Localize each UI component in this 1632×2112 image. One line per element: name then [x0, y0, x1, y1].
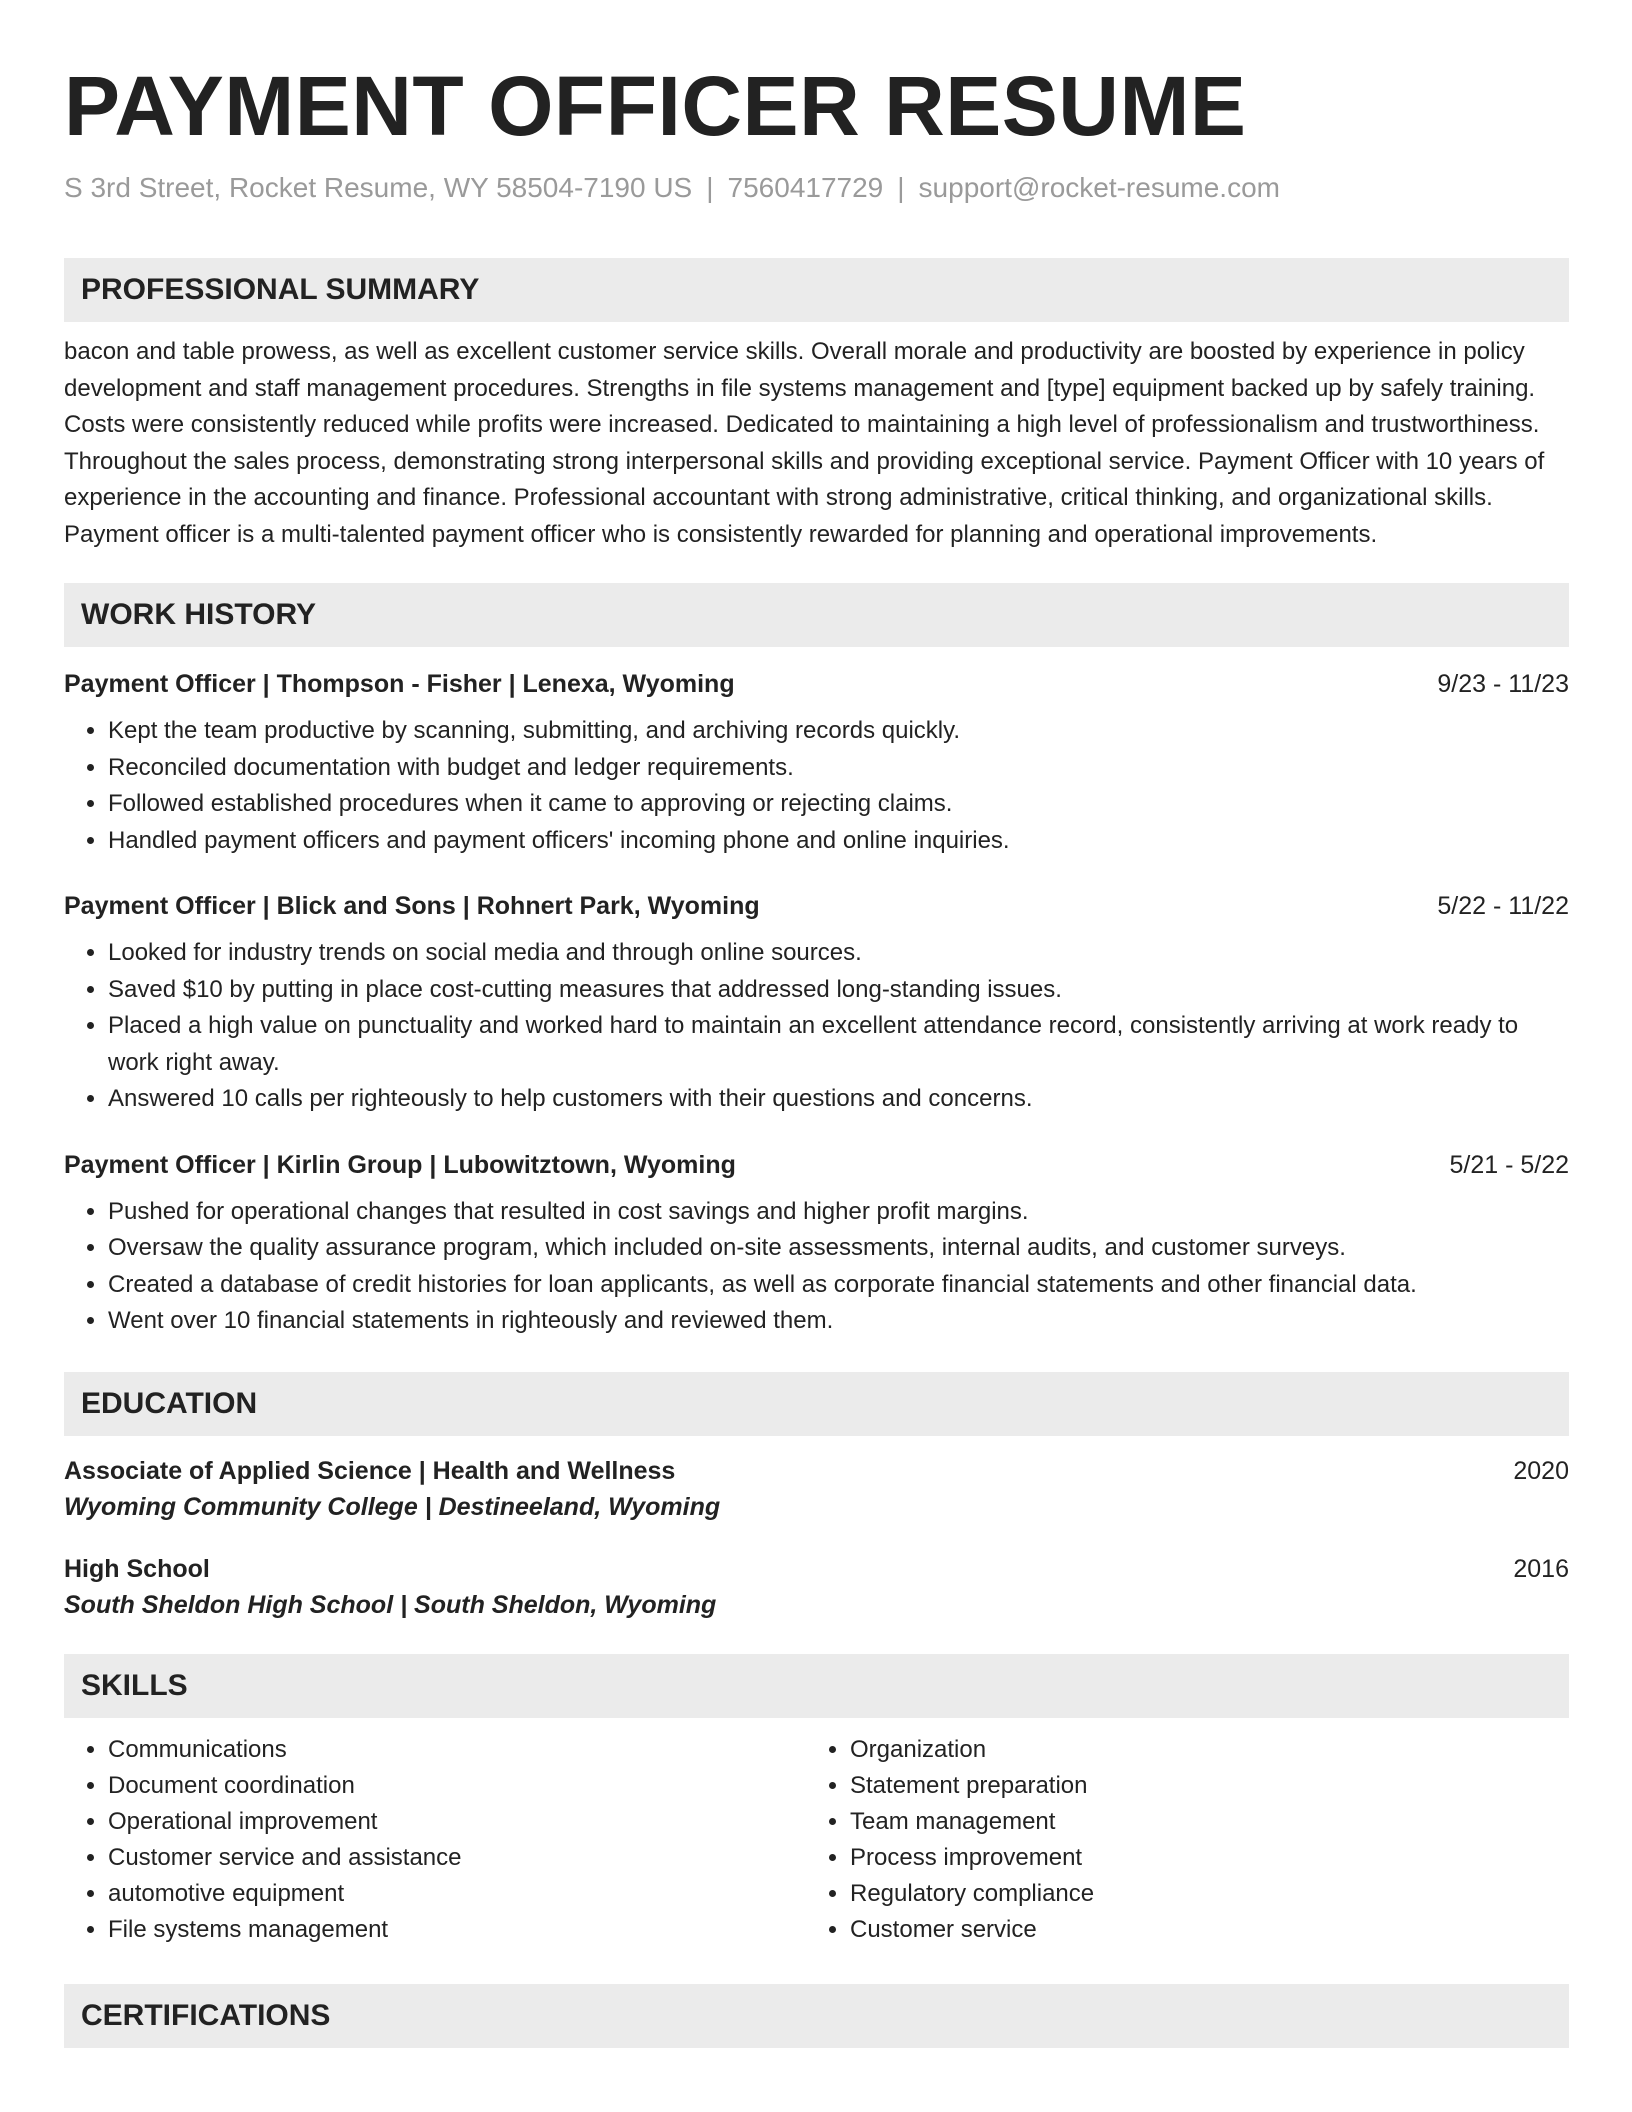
skill-item: • Regulatory compliance [850, 1876, 1550, 1912]
job-header [64, 1148, 1569, 1182]
skill-item: • File systems management [108, 1912, 806, 1948]
skills-column-left [64, 1732, 806, 1948]
education-header [64, 1552, 1569, 1586]
contact-line [64, 170, 1569, 206]
job-bullet: • Oversaw the quality assurance program, which included on-site assessments, internal audits, and customer surveys. [108, 1230, 1569, 1267]
skill-item: • Statement preparation [850, 1768, 1550, 1804]
section-heading-certifications: CERTIFICATIONS [64, 1984, 1569, 2048]
job-bullet: • Saved $10 by putting in place cost-cutting measures that addressed long-standing issues. [108, 972, 1569, 1009]
contact-separator: | [706, 172, 714, 203]
job-bullet: • Reconciled documentation with budget and ledger requirements. [108, 750, 1569, 787]
job-dates: 5/21 - 5/22 [1449, 1150, 1569, 1179]
skill-item: • Operational improvement [108, 1804, 806, 1840]
education-entry [64, 1552, 1569, 1624]
contact-separator: | [897, 172, 905, 203]
job-bullet: • Pushed for operational changes that resulted in cost savings and higher profit margins. [108, 1194, 1569, 1231]
job-bullet: • Followed established procedures when it came to approving or rejecting claims. [108, 786, 1569, 823]
education-degree: Associate of Applied Science | Health and Wellness [64, 1456, 676, 1485]
skill-item: • Communications [108, 1732, 806, 1768]
resume-title: PAYMENT OFFICER RESUME [64, 59, 1247, 153]
job-bullet: • Placed a high value on punctuality and worked hard to maintain an excellent attendance record, consistently arriving at work ready to work right away. [108, 1008, 1569, 1081]
education-year: 2016 [1513, 1554, 1569, 1583]
skill-item: • Customer service and assistance [108, 1840, 806, 1876]
job-dates: 9/23 - 11/23 [1437, 670, 1569, 698]
job-entry [64, 667, 1569, 859]
education-year: 2020 [1513, 1456, 1569, 1485]
job-header [64, 889, 1569, 923]
education-school: South Sheldon High School | South Sheldon, Wyoming [64, 1590, 717, 1619]
job-header [64, 667, 1569, 701]
skill-item: • Team management [850, 1804, 1550, 1840]
skill-item: • Customer service [850, 1912, 1550, 1948]
education-entry [64, 1454, 1569, 1526]
job-dates: 5/22 - 11/22 [1437, 892, 1569, 920]
skill-item: • Organization [850, 1732, 1550, 1768]
job-title: Payment Officer | Kirlin Group | Lubowitztown, Wyoming [64, 1150, 736, 1179]
job-entry [64, 1148, 1569, 1340]
education-school: Wyoming Community College | Destineeland, Wyoming [64, 1492, 721, 1521]
skills-list [64, 1732, 1569, 1948]
job-bullet: • Kept the team productive by scanning, submitting, and archiving records quickly. [108, 713, 1569, 750]
contact-phone: 7560417729 [727, 172, 884, 203]
job-bullet: • Created a database of credit histories for loan applicants, as well as corporate financial statements and other financial data. [108, 1267, 1569, 1304]
job-entry [64, 889, 1569, 1118]
education-header [64, 1454, 1569, 1488]
skill-item: • Process improvement [850, 1840, 1550, 1876]
resume-page [64, 0, 1569, 2048]
summary-text: bacon and table prowess, as well as excellent customer service skills. Overall morale and productivity are boosted by experience in policy development and staff management procedures. Strengths in file systems management and [type] equipment backed up by safely training. Costs were consistently reduced while profits were increased. Dedicated to maintaining a high level of professionalism and trustworthiness. Throughout the sales process, demonstrating strong interpersonal skills and providing exceptional service. Payment Officer with 10 years of experience in the accounting and finance. Professional accountant with strong administrative, critical thinking, and organizational skills. Payment officer is a multi-talented payment officer who is consistently rewarded for planning and operational improvements. [64, 338, 1545, 548]
job-bullets [64, 713, 1569, 859]
skill-item: • automotive equipment [108, 1876, 806, 1912]
section-heading-skills: SKILLS [64, 1654, 1569, 1718]
skills-column-right [806, 1732, 1550, 1948]
section-heading-work-history: WORK HISTORY [64, 583, 1569, 647]
job-bullets [64, 935, 1569, 1118]
section-heading-summary: PROFESSIONAL SUMMARY [64, 258, 1569, 322]
education-degree: High School [64, 1554, 210, 1583]
contact-email: support@rocket-resume.com [918, 172, 1280, 203]
job-title: Payment Officer | Blick and Sons | Rohnert Park, Wyoming [64, 892, 760, 920]
job-bullet: • Looked for industry trends on social media and through online sources. [108, 935, 1569, 972]
job-bullet: • Handled payment officers and payment officers' incoming phone and online inquiries. [108, 823, 1569, 860]
contact-address: S 3rd Street, Rocket Resume, WY 58504-7190 US [64, 172, 693, 203]
section-heading-education: EDUCATION [64, 1372, 1569, 1436]
skill-item: • Document coordination [108, 1768, 806, 1804]
job-bullet: • Answered 10 calls per righteously to help customers with their questions and concerns. [108, 1081, 1569, 1118]
job-title: Payment Officer | Thompson - Fisher | Lenexa, Wyoming [64, 670, 735, 698]
job-bullet: • Went over 10 financial statements in righteously and reviewed them. [108, 1303, 1569, 1340]
job-bullets [64, 1194, 1569, 1340]
